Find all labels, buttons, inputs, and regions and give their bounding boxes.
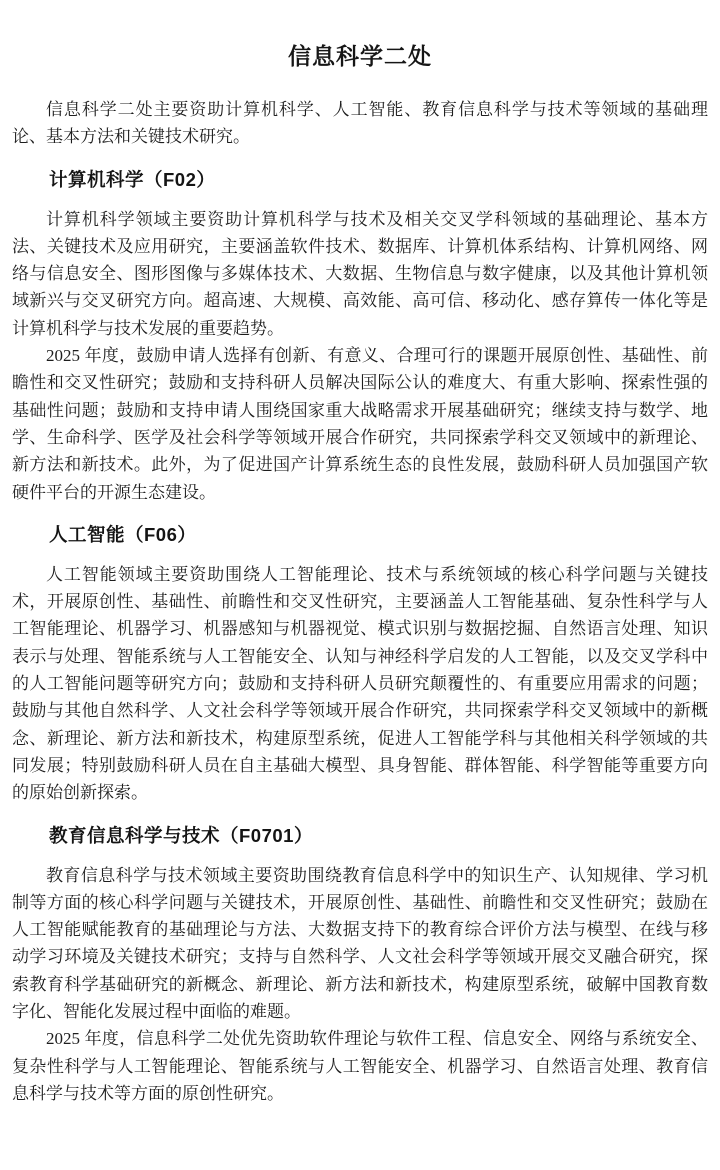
paragraph-computer-science-scope: 计算机科学领域主要资助计算机科学与技术及相关交叉学科领域的基础理论、基本方法、关键技术及应用研究，主要涵盖软件技术、数据库、计算机体系结构、计算机网络、网络与信息安全、图形图像与多媒体技术、大数据、生物信息与数字健康，以及其他计算机领域新兴与交叉研究方向。超高速、大规模、高效能、高可信、移动化、感存算传一体化等是计算机科学与技术发展的重要趋势。 — [12, 209, 708, 338]
intro-paragraph: 信息科学二处主要资助计算机科学、人工智能、教育信息科学与技术等领域的基础理论、基本方法和关键技术研究。 — [12, 100, 708, 147]
paragraph-division-priority-2025: 2025 年度，信息科学二处优先资助软件理论与软件工程、信息安全、网络与系统安全、复杂性科学与人工智能理论、智能系统与人工智能安全、机器学习、自然语言处理、教育信息科学与技术等方面的原创性研究。 — [12, 1029, 708, 1103]
paragraph-artificial-intelligence-scope: 人工智能领域主要资助围绕人工智能理论、技术与系统领域的核心科学问题与关键技术，开展原创性、基础性、前瞻性和交叉性研究，主要涵盖人工智能基础、复杂性科学与人工智能理论、机器学习、机器感知与机器视觉、模式识别与数据挖掘、自然语言处理、知识表示与处理、智能系统与人工智能安全、认知与神经科学启发的人工智能，以及交叉学科中的人工智能问题等研究方向；鼓励和支持科研人员研究颠覆性的、有重要应用需求的问题；鼓励与其他自然科学、人文社会科学等领域开展合作研究，共同探索学科交叉领域中的新概念、新理论、新方法和新技术，构建原型系统，促进人工智能学科与其他相关科学领域的共同发展；特别鼓励科研人员在自主基础大模型、具身智能、群体智能、科学智能等重要方向的原始创新探索。 — [12, 564, 708, 803]
page-title: 信息科学二处 — [288, 43, 432, 69]
section-heading-artificial-intelligence: 人工智能（F06） — [49, 523, 197, 545]
paragraph-computer-science-2025: 2025 年度，鼓励申请人选择有创新、有意义、合理可行的课题开展原创性、基础性、前瞻性和交叉性研究；鼓励和支持科研人员解决国际公认的难度大、有重大影响、探索性强的基础性问题；鼓励和支持申请人围绕国家重大战略需求开展基础研究；继续支持与数学、地学、生命科学、医学及社会科学等领域开展合作研究，共同探索学科交叉领域中的新理论、新方法和新技术。此外，为了促进国产计算系统生态的良性发展，鼓励科研人员加强国产软硬件平台的开源生态建设。 — [12, 346, 708, 502]
section-heading-computer-science: 计算机科学（F02） — [49, 168, 216, 190]
section-heading-education-information-science: 教育信息科学与技术（F0701） — [49, 824, 313, 846]
paragraph-education-information-science-scope: 教育信息科学与技术领域主要资助围绕教育信息科学中的知识生产、认知规律、学习机制等方面的核心科学问题与关键技术，开展原创性、基础性、前瞻性和交叉性研究；鼓励在人工智能赋能教育的基础理论与方法、大数据支持下的教育综合评价方法与模型、在线与移动学习环境及关键技术研究；支持与自然科学、人文社会科学等领域开展交叉融合研究，探索教育科学基础研究的新概念、新理论、新方法和新技术，构建原型系统，破解中国教育数字化、智能化发展过程中面临的难题。 — [12, 865, 708, 1022]
